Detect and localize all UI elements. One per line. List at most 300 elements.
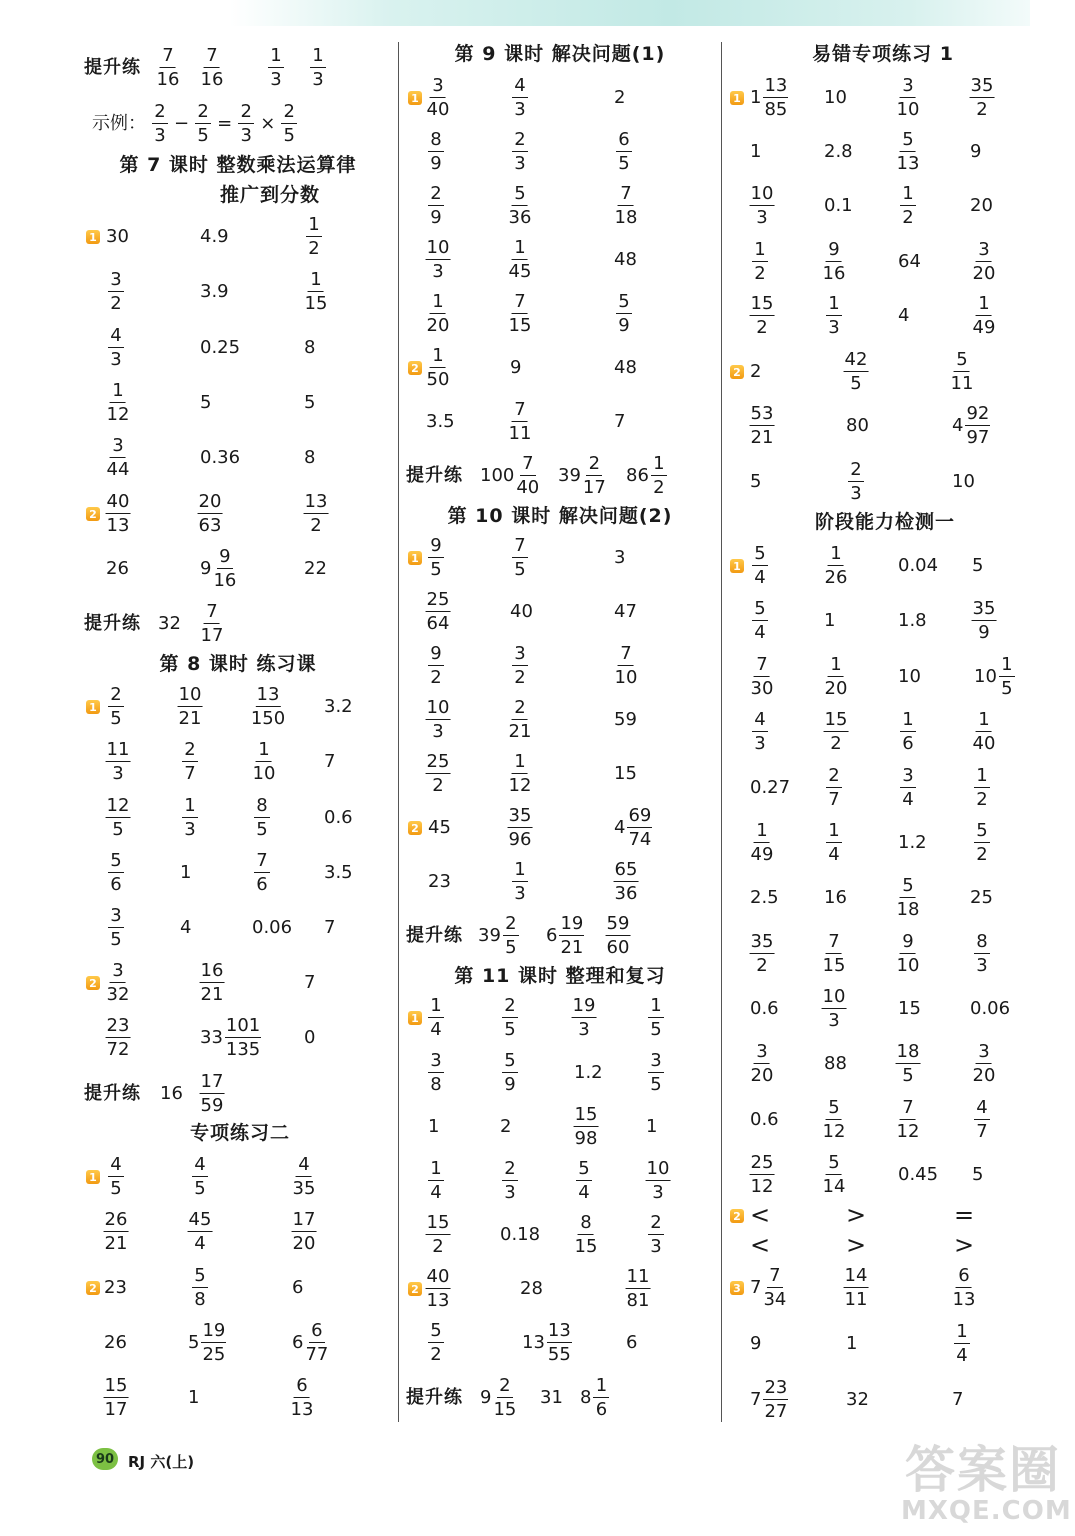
mixed-whole: 39: [558, 465, 581, 486]
fraction: [900, 185, 916, 227]
fraction-numerator: 2: [238, 103, 254, 124]
fraction-numerator: 5: [616, 293, 632, 314]
fraction-denominator: 7: [976, 1121, 988, 1142]
fraction-numerator: 1: [651, 455, 667, 476]
fraction-denominator: 2: [310, 515, 322, 536]
fraction-denominator: 32: [106, 984, 130, 1005]
fraction: [427, 77, 450, 119]
column-divider: [398, 42, 399, 1422]
fraction-numerator: 7: [254, 852, 270, 873]
fraction-denominator: 9: [430, 207, 442, 228]
fraction-numerator: 2: [428, 185, 444, 206]
answer-fraction: [251, 686, 285, 728]
fraction-denominator: 49: [750, 844, 774, 865]
fraction: [823, 1154, 846, 1196]
fraction: [293, 1156, 316, 1198]
fraction: [897, 877, 920, 919]
answer-fraction: [750, 933, 775, 975]
watermark-text: 答案圈: [905, 1441, 1061, 1499]
answer-value: 10: [898, 666, 921, 687]
fraction: [823, 933, 846, 975]
fraction: [576, 1160, 592, 1202]
answer-fraction: [428, 645, 444, 687]
mixed-number: [952, 405, 990, 447]
fraction-denominator: 21: [560, 937, 584, 958]
answer-value: 7: [324, 751, 336, 772]
fraction-numerator: 6: [309, 1322, 325, 1343]
fraction: [897, 77, 920, 119]
fraction-denominator: 5: [112, 819, 124, 840]
fraction-denominator: 17: [200, 625, 224, 646]
fraction: [305, 1322, 328, 1364]
fraction: [648, 997, 664, 1039]
fraction-numerator: 5: [576, 1160, 592, 1181]
fraction-denominator: 2: [976, 789, 988, 810]
fraction: [973, 711, 996, 753]
fraction-numerator: 15: [824, 709, 848, 730]
fraction-numerator: 4: [974, 1099, 990, 1120]
fraction-denominator: 2: [432, 775, 444, 796]
fraction: [426, 591, 451, 633]
fraction: [426, 1268, 451, 1310]
answer-value: 0: [304, 1027, 316, 1048]
fraction: [646, 1160, 671, 1202]
fraction-denominator: 25: [202, 1344, 226, 1365]
fraction-denominator: 135: [225, 1039, 261, 1060]
fraction: [108, 271, 124, 313]
fraction-numerator: 1: [900, 711, 916, 732]
fraction: [750, 295, 775, 337]
answer-value: 30: [106, 226, 129, 247]
fraction-numerator: 7: [204, 603, 220, 624]
fraction-denominator: 3: [110, 349, 122, 370]
answer-mixed-number: [558, 455, 606, 497]
answer-value: 0.6: [750, 1109, 779, 1130]
fraction-numerator: 35: [750, 931, 774, 952]
answer-fraction: [108, 1156, 124, 1198]
fraction-numerator: 16: [200, 960, 224, 981]
fraction-denominator: 20: [972, 263, 996, 284]
fraction-denominator: 15: [822, 955, 846, 976]
answer-fraction: [646, 1160, 671, 1202]
fraction-numerator: 9: [217, 548, 233, 569]
answer-value: 9: [510, 357, 522, 378]
answer-value: 20: [970, 195, 993, 216]
answer-fraction: [201, 47, 224, 89]
fraction: [752, 545, 768, 587]
section-heading: 阶段能力检测一: [814, 511, 956, 533]
fraction-denominator: 55: [547, 1344, 571, 1365]
fraction-numerator: 59: [606, 913, 630, 934]
fraction: [974, 822, 990, 864]
fraction: [844, 351, 869, 393]
fraction-denominator: 2: [902, 207, 914, 228]
answer-mixed-number: [580, 1377, 609, 1419]
fraction-denominator: 2: [110, 293, 122, 314]
answer-value: 3: [614, 547, 626, 568]
answer-fraction: [108, 271, 124, 313]
answer-fraction: [428, 1322, 444, 1364]
fraction: [751, 656, 774, 698]
answer-fraction: [106, 493, 131, 535]
answer-fraction: [292, 1211, 317, 1253]
fraction-denominator: 98: [574, 1128, 598, 1149]
answer-value: 4: [180, 917, 192, 938]
section-heading: 易错专项练习 1: [812, 43, 954, 65]
fraction-denominator: 18: [614, 207, 638, 228]
fraction: [426, 753, 451, 795]
fraction-numerator: 53: [750, 403, 774, 424]
answer-fraction: [512, 645, 528, 687]
fraction: [503, 915, 519, 957]
fraction: [954, 1323, 970, 1365]
fraction-numerator: 5: [428, 1322, 444, 1343]
fraction-denominator: 20: [824, 678, 848, 699]
answer-value: 1: [188, 1387, 200, 1408]
fraction-denominator: 5: [110, 1178, 122, 1199]
fraction: [512, 537, 528, 579]
answer-value: 31: [540, 1387, 563, 1408]
fraction: [509, 753, 532, 795]
example-equation: [92, 103, 297, 145]
question-number-badge: 3: [730, 1281, 744, 1295]
answer-fraction: [428, 997, 444, 1039]
fraction: [428, 1160, 444, 1202]
fraction-numerator: 5: [192, 1267, 208, 1288]
fraction-numerator: 2: [497, 1377, 513, 1398]
fraction: [973, 295, 996, 337]
answer-fraction: [108, 907, 124, 949]
section-heading: 第 8 课时 练习课: [159, 653, 317, 675]
practice-label: 提升练: [84, 1083, 141, 1104]
mixed-number: [614, 807, 652, 849]
fraction-denominator: 5: [650, 1074, 662, 1095]
answer-fraction: [953, 1267, 976, 1309]
fraction: [104, 1211, 129, 1253]
fraction-denominator: 60: [606, 937, 630, 958]
fraction: [999, 656, 1015, 698]
answer-fraction: [427, 347, 450, 389]
fraction: [752, 600, 768, 642]
fraction-denominator: 6: [902, 733, 914, 754]
fraction: [953, 1267, 976, 1309]
answer-fraction: [826, 767, 842, 809]
fraction-denominator: 3: [514, 883, 526, 904]
fraction-numerator: 9: [900, 933, 916, 954]
fraction-denominator: 10: [614, 667, 638, 688]
mixed-whole: 10: [974, 666, 997, 687]
answer-mixed-number: [188, 1322, 226, 1364]
fraction-numerator: 1: [268, 47, 284, 68]
fraction-denominator: 64: [426, 613, 450, 634]
fraction-numerator: 7: [520, 455, 536, 476]
fraction-numerator: 7: [767, 1267, 783, 1288]
answer-mixed-number: [200, 548, 236, 590]
fraction-denominator: 16: [200, 69, 224, 90]
fraction-numerator: 17: [292, 1209, 316, 1230]
fraction-numerator: 5: [900, 131, 916, 152]
answer-value: 40: [510, 601, 533, 622]
answer-fraction: [428, 1160, 444, 1202]
answer-value: 5: [304, 392, 316, 413]
fraction: [254, 797, 270, 839]
fraction-numerator: 15: [574, 1104, 598, 1125]
fraction-denominator: 5: [504, 1019, 516, 1040]
fraction: [973, 1043, 996, 1085]
fraction-denominator: 3: [850, 483, 862, 504]
answer-fraction: [648, 1052, 664, 1094]
fraction: [627, 807, 652, 849]
fraction: [253, 741, 276, 783]
fraction: [108, 852, 124, 894]
fraction-denominator: 3: [514, 99, 526, 120]
mixed-whole: 1: [750, 87, 762, 108]
fraction: [198, 493, 223, 535]
answer-fraction: [951, 351, 974, 393]
answer-value: 2: [500, 1116, 512, 1137]
answer-value: 1: [646, 1116, 658, 1137]
answer-fraction: [615, 185, 638, 227]
mixed-whole: 8: [580, 1387, 592, 1408]
fraction-numerator: 101: [225, 1015, 261, 1036]
answer-fraction: [306, 216, 322, 258]
fraction-denominator: 3: [756, 207, 768, 228]
fraction: [616, 293, 632, 335]
answer-value: 3.2: [324, 696, 353, 717]
mixed-number: [750, 77, 788, 119]
answer-value: 1: [180, 862, 192, 883]
answer-value: 7: [304, 972, 316, 993]
fraction-denominator: 6: [595, 1399, 608, 1420]
fraction-numerator: 3: [110, 437, 126, 458]
fraction-denominator: 12: [896, 1121, 920, 1142]
fraction-numerator: 2: [182, 741, 198, 762]
fraction-denominator: 10: [896, 955, 920, 976]
fraction-numerator: 17: [200, 1071, 224, 1092]
fraction-numerator: 2: [195, 103, 211, 124]
answer-value: 0.04: [898, 555, 939, 576]
fraction: [195, 103, 211, 145]
fraction-denominator: 96: [508, 829, 532, 850]
fraction-numerator: 6: [294, 1377, 310, 1398]
fraction-denominator: 45: [508, 261, 532, 282]
answer-value: 9: [750, 1333, 762, 1354]
answer-fraction: [254, 797, 270, 839]
fraction-numerator: 1: [954, 1323, 970, 1344]
fraction-numerator: 10: [426, 697, 450, 718]
comparison-symbol: =: [954, 1201, 975, 1229]
answer-fraction: [509, 185, 532, 227]
fraction-numerator: 3: [108, 907, 124, 928]
answer-fraction: [108, 852, 124, 894]
fraction-denominator: 3: [240, 125, 252, 146]
answer-fraction: [428, 185, 444, 227]
fraction-denominator: 3: [312, 69, 324, 90]
fraction: [615, 645, 638, 687]
fraction-numerator: 3: [512, 645, 528, 666]
answer-fraction: [825, 656, 848, 698]
answer-value: 22: [304, 558, 327, 579]
fraction-denominator: 15: [304, 293, 328, 314]
fraction-numerator: 7: [512, 293, 528, 314]
answer-fraction: [752, 711, 768, 753]
mixed-whole: 6: [292, 1332, 304, 1353]
fraction: [752, 241, 768, 283]
fraction-denominator: 21: [104, 1233, 128, 1254]
fraction: [428, 131, 444, 173]
answer-fraction: [972, 600, 997, 642]
question-number-badge: 2: [730, 1209, 744, 1223]
fraction-numerator: 35: [972, 598, 996, 619]
mixed-whole: 7: [750, 1277, 762, 1298]
fraction-denominator: 44: [106, 459, 130, 480]
fraction: [572, 997, 597, 1039]
answer-fraction: [752, 545, 768, 587]
fraction: [512, 861, 528, 903]
fraction-numerator: 13: [764, 75, 788, 96]
fraction: [512, 77, 528, 119]
answer-fraction: [254, 852, 270, 894]
fraction-numerator: 3: [108, 271, 124, 292]
fraction: [310, 47, 326, 89]
answer-fraction: [973, 711, 996, 753]
question-number-badge: 2: [86, 976, 100, 990]
fraction-numerator: 5: [826, 1154, 842, 1175]
fraction-numerator: 1: [308, 271, 324, 292]
mixed-whole: 86: [626, 465, 649, 486]
fraction-numerator: 4: [752, 711, 768, 732]
fraction-numerator: 25: [750, 1152, 774, 1173]
fraction-denominator: 3: [432, 261, 444, 282]
answer-fraction: [512, 861, 528, 903]
fraction: [192, 1267, 208, 1309]
fraction-numerator: 92: [966, 403, 990, 424]
fraction-denominator: 9: [430, 153, 442, 174]
practice-label: 提升练: [406, 465, 463, 486]
answer-fraction: [107, 382, 130, 424]
answer-value: 88: [824, 1053, 847, 1074]
fraction-numerator: 7: [618, 185, 634, 206]
mixed-whole: 13: [522, 1332, 545, 1353]
fraction-denominator: 4: [754, 622, 766, 643]
fraction-numerator: 18: [896, 1041, 920, 1062]
mixed-whole: 9: [480, 1387, 492, 1408]
fraction-denominator: 40: [426, 99, 450, 120]
fraction-denominator: 35: [292, 1178, 316, 1199]
fraction-denominator: 81: [626, 1290, 650, 1311]
fraction-denominator: 3: [184, 819, 196, 840]
fraction: [825, 656, 848, 698]
fraction-denominator: 8: [194, 1289, 206, 1310]
fraction-numerator: 6: [956, 1267, 972, 1288]
fraction: [254, 852, 270, 894]
fraction-denominator: 3: [650, 1236, 662, 1257]
fraction: [107, 437, 130, 479]
answer-fraction: [900, 767, 916, 809]
answer-value: 1: [428, 1116, 440, 1137]
fraction-numerator: 10: [426, 237, 450, 258]
fraction-numerator: 2: [586, 455, 602, 476]
fraction: [502, 997, 518, 1039]
answer-fraction: [614, 861, 639, 903]
fraction-denominator: 13: [896, 153, 920, 174]
fraction-numerator: 8: [428, 131, 444, 152]
fraction-denominator: 97: [966, 427, 990, 448]
fraction-denominator: 36: [508, 207, 532, 228]
answer-value: 15: [614, 763, 637, 784]
fraction: [823, 1099, 846, 1141]
fraction: [614, 861, 639, 903]
fraction-numerator: 1: [826, 295, 842, 316]
fraction-denominator: 2: [432, 1236, 444, 1257]
answer-value: 0.6: [324, 807, 353, 828]
fraction-numerator: 3: [976, 1043, 992, 1064]
fraction-numerator: 19: [572, 995, 596, 1016]
fraction-numerator: 1: [110, 382, 126, 403]
fraction: [824, 711, 849, 753]
fraction: [509, 293, 532, 335]
fraction: [648, 1214, 664, 1256]
fraction: [201, 1322, 226, 1364]
fraction: [606, 915, 631, 957]
question-number-badge: 1: [408, 551, 422, 565]
answer-value: 6: [626, 1332, 638, 1353]
fraction: [427, 347, 450, 389]
answer-mixed-number: [626, 455, 667, 497]
fraction: [559, 915, 584, 957]
fraction: [972, 600, 997, 642]
answer-value: 7: [324, 917, 336, 938]
answer-value: 26: [106, 558, 129, 579]
fraction: [509, 699, 532, 741]
answer-value: 26: [104, 1332, 127, 1353]
fraction-numerator: 3: [754, 1043, 770, 1064]
fraction: [897, 933, 920, 975]
fraction-numerator: 7: [512, 537, 528, 558]
fraction: [844, 1267, 869, 1309]
fraction-denominator: 7: [828, 789, 840, 810]
fraction-denominator: 12: [822, 1121, 846, 1142]
fraction-numerator: 3: [648, 1052, 664, 1073]
answer-mixed-number: [614, 807, 652, 849]
fraction-numerator: 5: [900, 877, 916, 898]
fraction-numerator: 9: [428, 537, 444, 558]
fraction: [304, 493, 329, 535]
fraction: [974, 933, 990, 975]
fraction-numerator: 5: [752, 545, 768, 566]
fraction: [974, 767, 990, 809]
answer-fraction: [310, 47, 326, 89]
answer-mixed-number: [480, 455, 539, 497]
fraction-denominator: 5: [194, 1178, 206, 1199]
answer-fraction: [108, 327, 124, 369]
fraction-denominator: 4: [754, 567, 766, 588]
fraction-numerator: 15: [426, 1212, 450, 1233]
fraction-numerator: 25: [426, 589, 450, 610]
mixed-number: [522, 1322, 572, 1364]
fraction: [648, 1052, 664, 1094]
fraction-numerator: 5: [954, 351, 970, 372]
fraction-numerator: 1: [828, 545, 844, 566]
fraction-denominator: 4: [956, 1345, 968, 1366]
fraction-numerator: 45: [188, 1209, 212, 1230]
fraction-denominator: 20: [426, 315, 450, 336]
answer-fraction: [897, 131, 920, 173]
answer-value: 10: [824, 87, 847, 108]
fraction: [281, 103, 297, 145]
practice-label: 提升练: [406, 1387, 463, 1408]
fraction-denominator: 5: [197, 125, 209, 146]
